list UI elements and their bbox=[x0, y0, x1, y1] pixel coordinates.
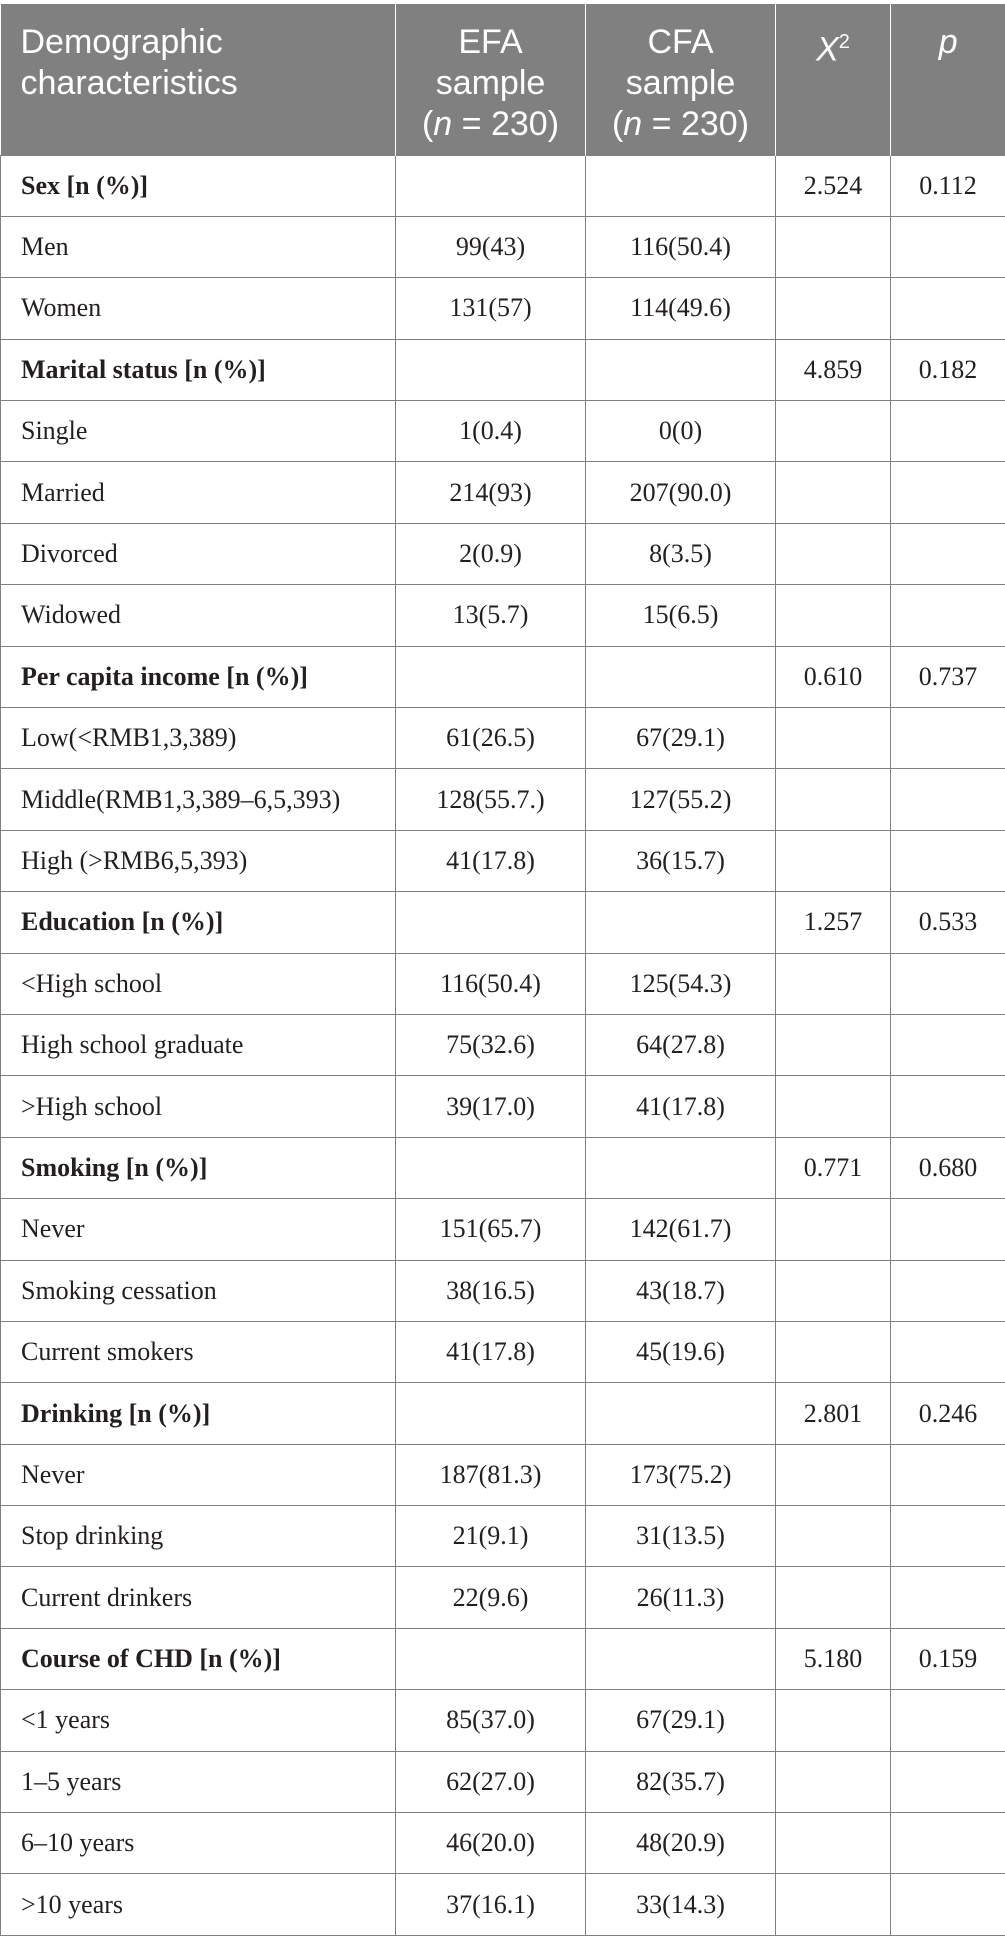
cell-cfa: 43(18.7) bbox=[586, 1260, 776, 1321]
cell-chi-square bbox=[776, 216, 891, 277]
table-row bbox=[1, 1321, 1005, 1382]
table-row bbox=[1, 401, 1005, 462]
cell-chi-square bbox=[776, 1813, 891, 1874]
cell-chi-square: 2.801 bbox=[776, 1383, 891, 1444]
cell-efa: 128(55.7.) bbox=[396, 769, 586, 830]
group-row bbox=[1, 1383, 1005, 1444]
cell-cfa: 36(15.7) bbox=[586, 830, 776, 891]
cell-efa: 22(9.6) bbox=[396, 1567, 586, 1628]
cell-p-value bbox=[891, 769, 1005, 830]
table-row bbox=[1, 216, 1005, 277]
cell-label: Marital status [n (%)] bbox=[1, 339, 396, 400]
cell-efa: 187(81.3) bbox=[396, 1444, 586, 1505]
cell-efa: 21(9.1) bbox=[396, 1506, 586, 1567]
cell-p-value bbox=[891, 1199, 1005, 1260]
cell-cfa bbox=[586, 1383, 776, 1444]
cell-cfa: 67(29.1) bbox=[586, 1690, 776, 1751]
cell-chi-square bbox=[776, 523, 891, 584]
cell-efa: 38(16.5) bbox=[396, 1260, 586, 1321]
cell-label: Middle(RMB1,3,389–6,5,393) bbox=[1, 769, 396, 830]
cell-cfa: 82(35.7) bbox=[586, 1751, 776, 1812]
cell-label: Stop drinking bbox=[1, 1506, 396, 1567]
group-row bbox=[1, 155, 1005, 216]
table-row bbox=[1, 1506, 1005, 1567]
cell-chi-square bbox=[776, 1014, 891, 1075]
cell-chi-square bbox=[776, 953, 891, 1014]
cell-chi-square bbox=[776, 1260, 891, 1321]
cell-p-value bbox=[891, 1076, 1005, 1137]
cell-label: Smoking cessation bbox=[1, 1260, 396, 1321]
cell-p-value bbox=[891, 1014, 1005, 1075]
cell-label: High school graduate bbox=[1, 1014, 396, 1075]
cell-label: Current smokers bbox=[1, 1321, 396, 1382]
table-row bbox=[1, 462, 1005, 523]
header-p-value: p bbox=[891, 4, 1005, 155]
group-row bbox=[1, 646, 1005, 707]
cell-chi-square bbox=[776, 1199, 891, 1260]
cell-label: 6–10 years bbox=[1, 1813, 396, 1874]
table-row bbox=[1, 769, 1005, 830]
cell-cfa: 26(11.3) bbox=[586, 1567, 776, 1628]
cell-label: Drinking [n (%)] bbox=[1, 1383, 396, 1444]
cell-chi-square bbox=[776, 708, 891, 769]
cell-chi-square bbox=[776, 1506, 891, 1567]
table-row bbox=[1, 1076, 1005, 1137]
cell-p-value bbox=[891, 1690, 1005, 1751]
cell-cfa: 125(54.3) bbox=[586, 953, 776, 1014]
cell-p-value bbox=[891, 401, 1005, 462]
cell-efa bbox=[396, 1137, 586, 1198]
cell-chi-square bbox=[776, 1076, 891, 1137]
cell-p-value bbox=[891, 1260, 1005, 1321]
cell-efa: 1(0.4) bbox=[396, 401, 586, 462]
group-row bbox=[1, 339, 1005, 400]
header-cfa-sample: CFA sample (n = 230) bbox=[586, 4, 776, 155]
demographics-table bbox=[0, 4, 1005, 1936]
cell-efa bbox=[396, 646, 586, 707]
cell-cfa: 45(19.6) bbox=[586, 1321, 776, 1382]
cell-label: Married bbox=[1, 462, 396, 523]
cell-chi-square: 1.257 bbox=[776, 892, 891, 953]
table-row bbox=[1, 1567, 1005, 1628]
cell-cfa bbox=[586, 155, 776, 216]
cell-p-value: 0.246 bbox=[891, 1383, 1005, 1444]
cell-p-value bbox=[891, 462, 1005, 523]
cell-label: Never bbox=[1, 1444, 396, 1505]
group-row bbox=[1, 1137, 1005, 1198]
cell-chi-square: 4.859 bbox=[776, 339, 891, 400]
cell-efa bbox=[396, 1628, 586, 1689]
cell-p-value bbox=[891, 1506, 1005, 1567]
cell-efa bbox=[396, 155, 586, 216]
cell-cfa: 207(90.0) bbox=[586, 462, 776, 523]
cell-efa: 214(93) bbox=[396, 462, 586, 523]
cell-efa: 2(0.9) bbox=[396, 523, 586, 584]
cell-efa: 41(17.8) bbox=[396, 1321, 586, 1382]
cell-p-value bbox=[891, 1567, 1005, 1628]
cell-chi-square bbox=[776, 1874, 891, 1935]
cell-cfa: 173(75.2) bbox=[586, 1444, 776, 1505]
cell-p-value bbox=[891, 1874, 1005, 1935]
cell-label: Women bbox=[1, 278, 396, 339]
cell-efa bbox=[396, 892, 586, 953]
cell-chi-square: 5.180 bbox=[776, 1628, 891, 1689]
table-row bbox=[1, 1199, 1005, 1260]
cell-p-value: 0.533 bbox=[891, 892, 1005, 953]
table-row bbox=[1, 1014, 1005, 1075]
cell-p-value: 0.737 bbox=[891, 646, 1005, 707]
cell-p-value bbox=[891, 1751, 1005, 1812]
cell-chi-square: 0.771 bbox=[776, 1137, 891, 1198]
cell-label: High (>RMB6,5,393) bbox=[1, 830, 396, 891]
cell-efa bbox=[396, 339, 586, 400]
cell-cfa: 8(3.5) bbox=[586, 523, 776, 584]
cell-efa: 131(57) bbox=[396, 278, 586, 339]
table-row bbox=[1, 1751, 1005, 1812]
cell-cfa: 15(6.5) bbox=[586, 585, 776, 646]
cell-chi-square bbox=[776, 1567, 891, 1628]
table-row bbox=[1, 523, 1005, 584]
header-demographic: Demographic characteristics bbox=[1, 4, 396, 155]
cell-cfa bbox=[586, 1137, 776, 1198]
cell-efa: 39(17.0) bbox=[396, 1076, 586, 1137]
cell-chi-square bbox=[776, 1321, 891, 1382]
header-efa-sample: EFA sample (n = 230) bbox=[396, 4, 586, 155]
cell-label: Widowed bbox=[1, 585, 396, 646]
cell-p-value: 0.182 bbox=[891, 339, 1005, 400]
cell-chi-square bbox=[776, 769, 891, 830]
cell-efa: 46(20.0) bbox=[396, 1813, 586, 1874]
cell-label: Education [n (%)] bbox=[1, 892, 396, 953]
cell-efa: 62(27.0) bbox=[396, 1751, 586, 1812]
table-header bbox=[1, 4, 1005, 155]
cell-efa: 116(50.4) bbox=[396, 953, 586, 1014]
cell-cfa: 116(50.4) bbox=[586, 216, 776, 277]
cell-label: Per capita income [n (%)] bbox=[1, 646, 396, 707]
cell-chi-square bbox=[776, 462, 891, 523]
table-row bbox=[1, 830, 1005, 891]
header-row bbox=[1, 4, 1005, 155]
cell-p-value bbox=[891, 1813, 1005, 1874]
cell-chi-square bbox=[776, 278, 891, 339]
cell-cfa: 64(27.8) bbox=[586, 1014, 776, 1075]
cell-efa: 37(16.1) bbox=[396, 1874, 586, 1935]
table-row bbox=[1, 708, 1005, 769]
cell-p-value bbox=[891, 523, 1005, 584]
cell-p-value bbox=[891, 1444, 1005, 1505]
cell-label: Divorced bbox=[1, 523, 396, 584]
cell-cfa bbox=[586, 646, 776, 707]
cell-cfa: 127(55.2) bbox=[586, 769, 776, 830]
cell-p-value: 0.680 bbox=[891, 1137, 1005, 1198]
cell-label: >10 years bbox=[1, 1874, 396, 1935]
cell-efa: 41(17.8) bbox=[396, 830, 586, 891]
cell-chi-square bbox=[776, 1751, 891, 1812]
table-row bbox=[1, 1260, 1005, 1321]
group-row bbox=[1, 1628, 1005, 1689]
cell-label: >High school bbox=[1, 1076, 396, 1137]
cell-label: Never bbox=[1, 1199, 396, 1260]
cell-chi-square bbox=[776, 830, 891, 891]
cell-label: Low(<RMB1,3,389) bbox=[1, 708, 396, 769]
cell-p-value bbox=[891, 953, 1005, 1014]
cell-efa: 85(37.0) bbox=[396, 1690, 586, 1751]
cell-cfa: 31(13.5) bbox=[586, 1506, 776, 1567]
cell-cfa: 33(14.3) bbox=[586, 1874, 776, 1935]
cell-efa: 75(32.6) bbox=[396, 1014, 586, 1075]
cell-efa: 13(5.7) bbox=[396, 585, 586, 646]
cell-cfa bbox=[586, 1628, 776, 1689]
cell-p-value bbox=[891, 708, 1005, 769]
cell-chi-square bbox=[776, 585, 891, 646]
header-chi-square: $X^2$ bbox=[776, 4, 891, 155]
cell-chi-square bbox=[776, 1690, 891, 1751]
cell-cfa bbox=[586, 339, 776, 400]
table-row bbox=[1, 278, 1005, 339]
cell-p-value bbox=[891, 830, 1005, 891]
table-row bbox=[1, 585, 1005, 646]
table-row bbox=[1, 953, 1005, 1014]
cell-cfa: 48(20.9) bbox=[586, 1813, 776, 1874]
cell-p-value bbox=[891, 216, 1005, 277]
cell-label: 1–5 years bbox=[1, 1751, 396, 1812]
table-row bbox=[1, 1444, 1005, 1505]
cell-chi-square bbox=[776, 401, 891, 462]
cell-efa bbox=[396, 1383, 586, 1444]
cell-cfa: 67(29.1) bbox=[586, 708, 776, 769]
cell-label: Men bbox=[1, 216, 396, 277]
group-row bbox=[1, 892, 1005, 953]
cell-efa: 61(26.5) bbox=[396, 708, 586, 769]
cell-label: Single bbox=[1, 401, 396, 462]
cell-cfa bbox=[586, 892, 776, 953]
cell-p-value: 0.112 bbox=[891, 155, 1005, 216]
cell-label: Sex [n (%)] bbox=[1, 155, 396, 216]
cell-label: <1 years bbox=[1, 1690, 396, 1751]
table-row bbox=[1, 1874, 1005, 1935]
cell-chi-square bbox=[776, 1444, 891, 1505]
cell-chi-square: 2.524 bbox=[776, 155, 891, 216]
cell-efa: 151(65.7) bbox=[396, 1199, 586, 1260]
cell-label: Current drinkers bbox=[1, 1567, 396, 1628]
table-row bbox=[1, 1690, 1005, 1751]
cell-chi-square: 0.610 bbox=[776, 646, 891, 707]
table-row bbox=[1, 1813, 1005, 1874]
cell-label: Smoking [n (%)] bbox=[1, 1137, 396, 1198]
cell-cfa: 142(61.7) bbox=[586, 1199, 776, 1260]
cell-label: <High school bbox=[1, 953, 396, 1014]
cell-p-value bbox=[891, 1321, 1005, 1382]
cell-cfa: 0(0) bbox=[586, 401, 776, 462]
cell-label: Course of CHD [n (%)] bbox=[1, 1628, 396, 1689]
cell-cfa: 41(17.8) bbox=[586, 1076, 776, 1137]
table-body bbox=[1, 155, 1005, 1935]
cell-p-value bbox=[891, 278, 1005, 339]
cell-p-value: 0.159 bbox=[891, 1628, 1005, 1689]
cell-cfa: 114(49.6) bbox=[586, 278, 776, 339]
cell-efa: 99(43) bbox=[396, 216, 586, 277]
cell-p-value bbox=[891, 585, 1005, 646]
